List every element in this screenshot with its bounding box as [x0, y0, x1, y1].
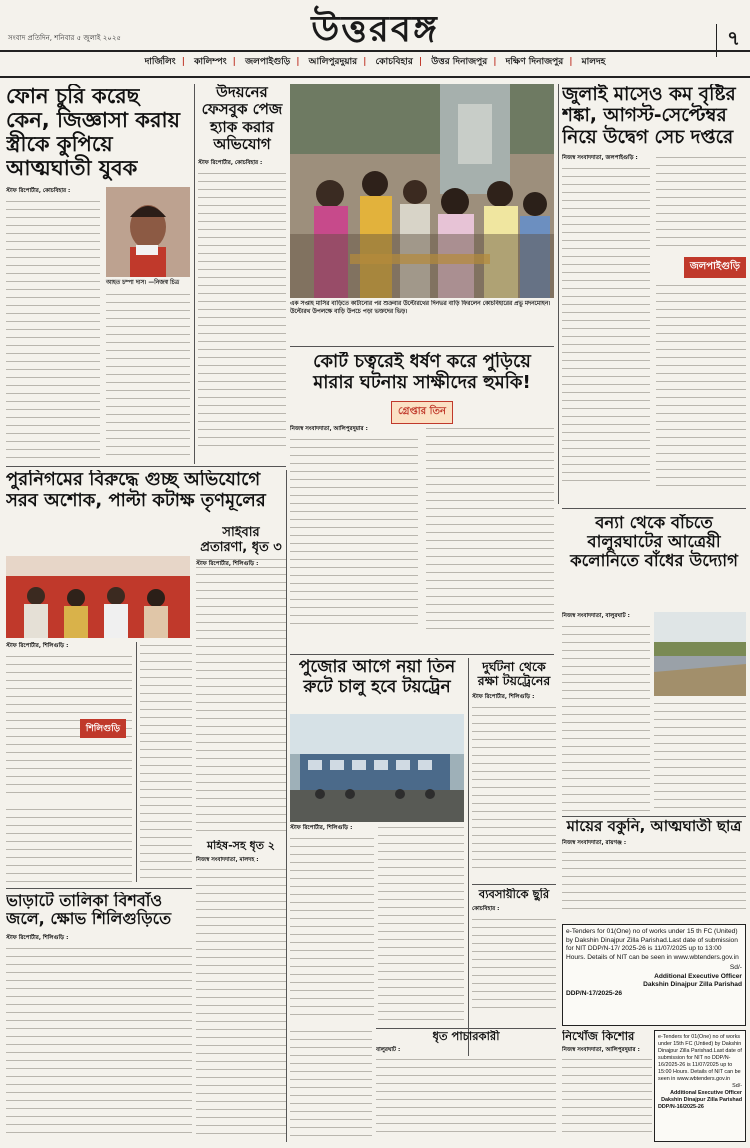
- story-body-text: [426, 425, 554, 629]
- district-label: জলপাইগুড়ি: [245, 57, 291, 67]
- district-label: আলিপুরদুয়ার: [308, 57, 358, 67]
- story-body: [378, 824, 464, 1024]
- meeting-photo: [6, 556, 190, 638]
- story-byline: স্টাফ রিপোর্টার, কোচবিহার :: [198, 160, 263, 166]
- story-phone-theft: [6, 84, 190, 464]
- tender-organisation: Dakshin Dinajpur Zilla Parishad: [643, 981, 742, 989]
- story-body-text: [6, 806, 132, 882]
- story-court-threat: [290, 352, 554, 652]
- story-byline: স্টাফ রিপোর্টার, শিলিগুড়ি :: [472, 693, 535, 700]
- tender-signature: Sd/-: [732, 1083, 742, 1090]
- story-byline: নিজস্ব সংবাদদাতা, বালুরঘাট :: [562, 613, 630, 619]
- story-byline: স্টাফ রিপোর্টার, শিলিগুড়ি :: [196, 560, 259, 567]
- story-body-text: [562, 849, 746, 909]
- tender-notice-ad: [562, 924, 746, 1026]
- story-student-suicide: [562, 818, 746, 920]
- story-toytrain-accident: [472, 660, 556, 880]
- story-body-text: [196, 571, 286, 831]
- story-headline: বন্যা থেকে বাঁচতে বালুরঘাটের আত্রেয়ী কলোনিতে বাঁধের উদ্যোগ: [570, 514, 738, 570]
- tender-organisation: Dakshin Dinajpur Zilla Parishad: [661, 1097, 742, 1104]
- column-divider: [286, 470, 287, 1142]
- story-tenant-list: [6, 892, 192, 1142]
- page-number: ৭: [716, 24, 740, 57]
- tender-officer: Additional Executive Officer: [670, 1090, 742, 1097]
- story-body-text: [106, 291, 190, 461]
- section-divider: [562, 508, 746, 509]
- section-divider: [6, 888, 192, 889]
- story-headline: ধৃত পাচারকারী: [432, 1030, 500, 1043]
- story-byline: স্টাফ রিপোর্টার, কোচবিহার :: [6, 187, 71, 194]
- district-label: কোচবিহার: [375, 57, 413, 67]
- story-facebook-hack: [198, 84, 286, 464]
- story-body-text: [562, 165, 650, 481]
- district-label: দার্জিলিং: [144, 57, 176, 67]
- story-missing-teen: [562, 1030, 652, 1142]
- masthead-rule: [0, 76, 750, 78]
- story-byline: নিজস্ব সংবাদদাতা, জলপাইগুড়ি :: [562, 154, 638, 161]
- story-body-text: [196, 866, 286, 1136]
- story-byline: স্টাফ রিপোর্টার, শিলিগুড়ি :: [6, 643, 69, 649]
- story-buffalo: [196, 840, 286, 1140]
- story-body-text: [656, 282, 746, 492]
- tender-text: e-Tenders for 01(One) no of works under 15 th FC (United) by Dakshin Dinajpur Zilla Parishad.Last date of submission for NIT DDP/N-17/ 2025-26 is 11/07/2025 up to 13:00 Hours. Details of NIT can be seen in www.wbtenders.gov.in: [566, 928, 739, 961]
- story-toytrain-routes: [290, 658, 464, 712]
- story-byline: নিজস্ব সংবাদদাতা, রায়গঞ্জ :: [562, 840, 627, 847]
- masthead: [0, 0, 750, 52]
- story-body-text: [198, 170, 286, 450]
- story-rainfall-deficit: [562, 84, 746, 504]
- tender-notice-ad: [654, 1030, 746, 1142]
- district-strip: দার্জিলিং | কালিম্পং | জলপাইগুড়ি | আলিপুরদুয়ার | কোচবিহার | উত্তর দিনাজপুর | দক্ষিণ দিনাজপুর | মালদহ: [144, 57, 606, 67]
- district-label: কালিম্পং: [194, 57, 227, 67]
- district-label: দক্ষিণ দিনাজপুর: [505, 57, 564, 67]
- story-body-text: [472, 916, 556, 1012]
- story-body-text: [654, 700, 746, 812]
- story-headline: ব্যবসায়ীকে ছুরি: [478, 888, 550, 901]
- story-headline: প্রতারণা, ধৃত ৩: [200, 539, 282, 555]
- story-byline: কোচবিহার :: [472, 906, 500, 913]
- tender-signature: Sd/-: [729, 964, 742, 972]
- story-body-text: [6, 198, 100, 458]
- story-body-text: [656, 154, 746, 250]
- story-byline: নিজস্ব সংবাদদাতা, মালদহ :: [196, 856, 259, 863]
- photo-caption: এক সপ্তাহ মাসির বাড়িতে কাটানোর পর শুক্রবার উল্টোরথের দিনভর বাড়ি ফিরলেন কোচবিহারের প্রভু মদনমোহন। উল্টোরথ উপলক্ষে বাড়ি উপচে পড়া ভক্তদের ভিড়।: [290, 301, 551, 316]
- story-byline: স্টাফ রিপোর্টার, শিলিগুড়ি :: [6, 934, 69, 941]
- story-headline: কোর্ট চত্বরেই ধর্ষণ করে পুড়িয়ে মারার ঘটনায় সাক্ষীদের হুমকি!: [313, 352, 531, 393]
- story-headline: দুর্ঘটনা থেকে রক্ষা টয়ট্রেনের: [477, 660, 551, 689]
- story-headline: ফোন চুরি করেছ কেন, জিজ্ঞাসা করায় স্ত্রীকে কুপিয়ে আত্মঘাতী যুবক: [6, 84, 180, 181]
- story-body-text: [472, 704, 556, 874]
- story-headline: ভাড়াটে তালিকা বিশবাঁও জলে, ক্ষোভ শিলিগুড়িতে: [6, 892, 172, 929]
- story-body-text: [376, 1056, 556, 1138]
- story-trader-stabbed: [472, 888, 556, 1016]
- embankment-photo: [654, 612, 746, 696]
- story-headline: জুলাই মাসেও কম বৃষ্টির শঙ্কা, আগস্ট-সেপ্টেম্বর নিয়ে উদ্বেগ সেচ দপ্তরে: [562, 84, 736, 148]
- story-byline: বালুরঘাট :: [376, 1047, 401, 1054]
- district-tag: জলপাইগুড়ি: [684, 257, 746, 278]
- rath-procession-photo: [290, 84, 554, 298]
- section-divider: [562, 816, 746, 817]
- story-body-text: [290, 1028, 372, 1140]
- story-headline: উদয়নের ফেসবুক পেজ হ্যাক করার অভিযোগ: [201, 84, 283, 153]
- story-body-text: [290, 436, 418, 626]
- story-body: [6, 806, 132, 882]
- photo-caption: আহত চম্পা দাস। —নিজস্ব চিত্র: [106, 279, 180, 286]
- story-body-text: [6, 945, 192, 1133]
- story-body-text: [562, 1056, 652, 1132]
- district-tag: শিলিগুড়ি: [80, 719, 126, 738]
- story-cyber-fraud: [196, 526, 286, 836]
- toytrain-photo: [290, 714, 464, 822]
- district-label: উত্তর দিনাজপুর: [431, 57, 488, 67]
- story-byline: নিজস্ব সংবাদদাতা, আলিপুরদুয়ার :: [290, 426, 368, 433]
- section-divider: [290, 654, 554, 655]
- story-headline: পুরনিগমের বিরুদ্ধে গুচ্ছ অভিযোগে সরব অশোক, পাল্টা কটাক্ষ তৃণমূলের: [6, 470, 266, 511]
- column-divider: [136, 642, 137, 882]
- story-body-text: [562, 623, 650, 811]
- story-headline: নিখোঁজ কিশোর: [562, 1030, 635, 1043]
- tender-officer: Additional Executive Officer: [654, 972, 742, 980]
- section-divider: [472, 884, 556, 885]
- section-title: উত্তরবঙ্গ: [311, 8, 439, 50]
- story-headline: মায়ের বকুনি, আত্মঘাতী ছাত্র: [566, 818, 742, 835]
- section-divider: [6, 466, 286, 467]
- victim-photo: [106, 187, 190, 277]
- story-body-text: [378, 824, 464, 1024]
- story-body-text: [290, 835, 374, 1021]
- story-flood: [562, 514, 746, 610]
- story-toytrain-body: [290, 824, 374, 1024]
- edition-date: সংবাদ প্রতিদিন, শনিবার ৫ জুলাই ২০২৫: [8, 34, 121, 42]
- story-smuggler: [376, 1030, 556, 1142]
- story-body: [140, 642, 192, 882]
- story-headline-kicker: সাইবার: [222, 526, 260, 540]
- section-divider: [290, 346, 554, 347]
- section-divider: [376, 1028, 556, 1029]
- column-divider: [558, 84, 559, 504]
- tender-ref: DDP/N-17/2025-26: [566, 989, 623, 997]
- story-byline: নিজস্ব সংবাদদাতা, আলিপুরদুয়ার :: [562, 1047, 640, 1054]
- story-body-text: [140, 642, 192, 882]
- arrest-tag: গ্রেপ্তার তিন: [391, 401, 453, 424]
- story-flood-body: [562, 612, 650, 812]
- story-headline: মহিষ-সহ ধৃত ২: [207, 840, 275, 852]
- story-body: [654, 700, 746, 812]
- tender-text: e-Tenders for 01(One) no of works under 15th FC (Untied) by Dakshin Dinajpur Zilla Parishad.Last date of submission for NIT no DDP/N-16/2025-26 is 11/07/2025 up to 15:00 Hours. Details of NIT can be seen in www.wbtenders.gov.in: [658, 1034, 742, 1083]
- story-body: [290, 1028, 372, 1140]
- story-byline: স্টাফ রিপোর্টার, শিলিগুড়ি :: [290, 825, 353, 831]
- column-divider: [194, 84, 195, 464]
- story-headline: পুজোর আগে নয়া তিন রুটে চালু হবে টয়ট্রেন: [298, 658, 456, 697]
- district-label: মালদহ: [581, 57, 606, 67]
- tender-ref: DDP/N-16/2025-26: [658, 1104, 704, 1111]
